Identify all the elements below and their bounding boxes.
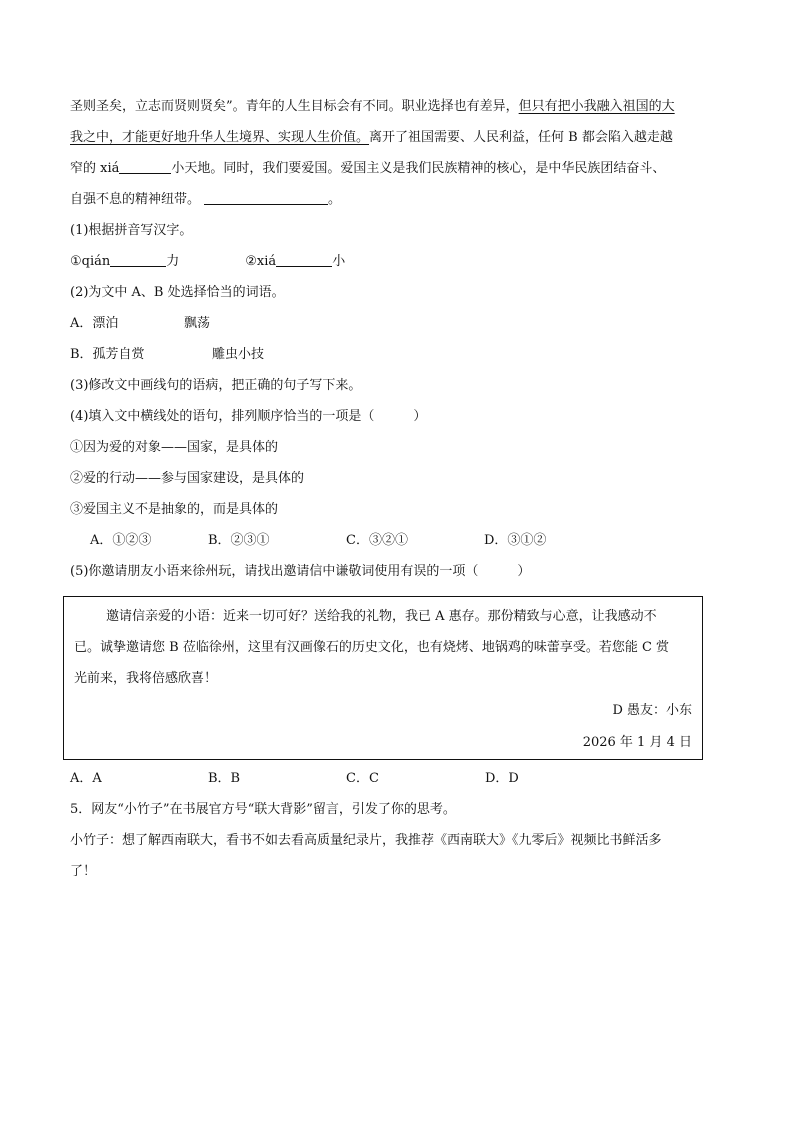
- passage-text: 离开了祖国需要、人民利益，任何 B 都会陷入越走越: [369, 130, 673, 145]
- choice-option[interactable]: B．②③①: [208, 533, 270, 548]
- question-5-quote-line-1: 小竹子：想了解西南联大，看书不如去看高质量纪录片，我推荐《西南联大》《九零后》视频比书鲜活多: [70, 833, 662, 848]
- option-alt: 雕虫小技: [212, 347, 265, 362]
- question-4-options: [70, 530, 730, 552]
- question-5-options: [70, 768, 730, 790]
- question-4-sentence-3: ③爱国主义不是抽象的，而是具体的: [70, 502, 279, 517]
- choice-option[interactable]: C．C: [346, 771, 379, 786]
- choice-option[interactable]: A．A: [70, 771, 102, 786]
- question-5-quote-line-2: 了！: [70, 864, 97, 879]
- pinyin-suffix: 力: [166, 254, 180, 269]
- question-2-option-a: [70, 313, 730, 335]
- option-label: A．漂泊: [70, 316, 119, 331]
- choice-option[interactable]: D．D: [485, 771, 519, 786]
- invitation-letter-box: [63, 596, 703, 760]
- letter-line-1: 邀请信亲爱的小语：近来一切可好？送给我的礼物，我已 A 惠存。那份精致与心意，让我感动不: [106, 609, 657, 624]
- question-3: (3)修改文中画线句的语病，把正确的句子写下来。: [70, 378, 362, 393]
- question-2-option-b: [70, 344, 730, 366]
- question-1: (1)根据拼音写汉字。: [70, 223, 193, 238]
- passage-text: 自强不息的精神纽带。: [70, 192, 201, 207]
- option-label: B．孤芳自赏: [70, 347, 145, 362]
- choice-option[interactable]: A．①②③: [90, 533, 152, 548]
- letter-date: 2026 年 1 月 4 日: [582, 735, 692, 750]
- question-4-sentence-1: ①因为爱的对象——国家，是具体的: [70, 440, 279, 455]
- question-2: (2)为文中 A、B 处选择恰当的词语。: [70, 285, 285, 300]
- passage-text: 窄的 xiá: [70, 161, 120, 176]
- underlined-sentence: 但只有把小我融入祖国的大: [518, 99, 675, 114]
- choice-option[interactable]: D．③①②: [484, 533, 547, 548]
- answer-blank[interactable]: [276, 252, 332, 267]
- passage-line-2: [70, 127, 730, 149]
- letter-signature: D 愚友：小东: [612, 703, 692, 718]
- document-page: [70, 96, 730, 583]
- option-alt: 飘荡: [184, 316, 211, 331]
- passage-text: 。: [328, 192, 342, 207]
- passage-line-1: [70, 96, 730, 118]
- passage-text: 圣则圣矣，立志而贤则贤矣”。青年的人生目标会有不同。职业选择也有差异，: [70, 99, 519, 114]
- letter-line-2: 已。诚挚邀请您 B 莅临徐州，这里有汉画像石的历史文化，也有烧烤、地锅鸡的味蕾享受。若您能 C 赏: [74, 640, 670, 655]
- choice-option[interactable]: C．③②①: [346, 533, 408, 548]
- letter-line-3: 光前来，我将倍感欣喜！: [74, 671, 218, 686]
- pinyin-suffix: 小: [332, 254, 346, 269]
- pinyin-label: ①qián: [70, 254, 111, 269]
- underlined-sentence: 我之中，才能更好地升华人生境界、实现人生价值。: [70, 130, 370, 145]
- answer-blank[interactable]: [204, 190, 328, 205]
- question-1-items: [70, 251, 730, 273]
- pinyin-label: ②xiá: [245, 254, 277, 269]
- question-4-sentence-2: ②爱的行动——参与国家建设，是具体的: [70, 471, 305, 486]
- question-4: (4)填入文中横线处的语句，排列顺序恰当的一项是（ ）: [70, 409, 427, 424]
- choice-option[interactable]: B．B: [208, 771, 241, 786]
- passage-line-4: [70, 189, 730, 211]
- answer-blank[interactable]: [110, 252, 166, 267]
- passage-text: 小天地。同时，我们要爱国。爱国主义是我们民族精神的核心，是中华民族团结奋斗、: [171, 161, 666, 176]
- passage-line-3: [70, 158, 730, 180]
- answer-blank[interactable]: [119, 159, 171, 174]
- question-5: (5)你邀请朋友小语来徐州玩，请找出邀请信中谦敬词使用有误的一项（ ）: [70, 564, 531, 579]
- question-5-title: 5．网友“小竹子”在书展官方号“联大背影”留言，引发了你的思考。: [70, 802, 456, 817]
- question-5-answers: [70, 768, 730, 883]
